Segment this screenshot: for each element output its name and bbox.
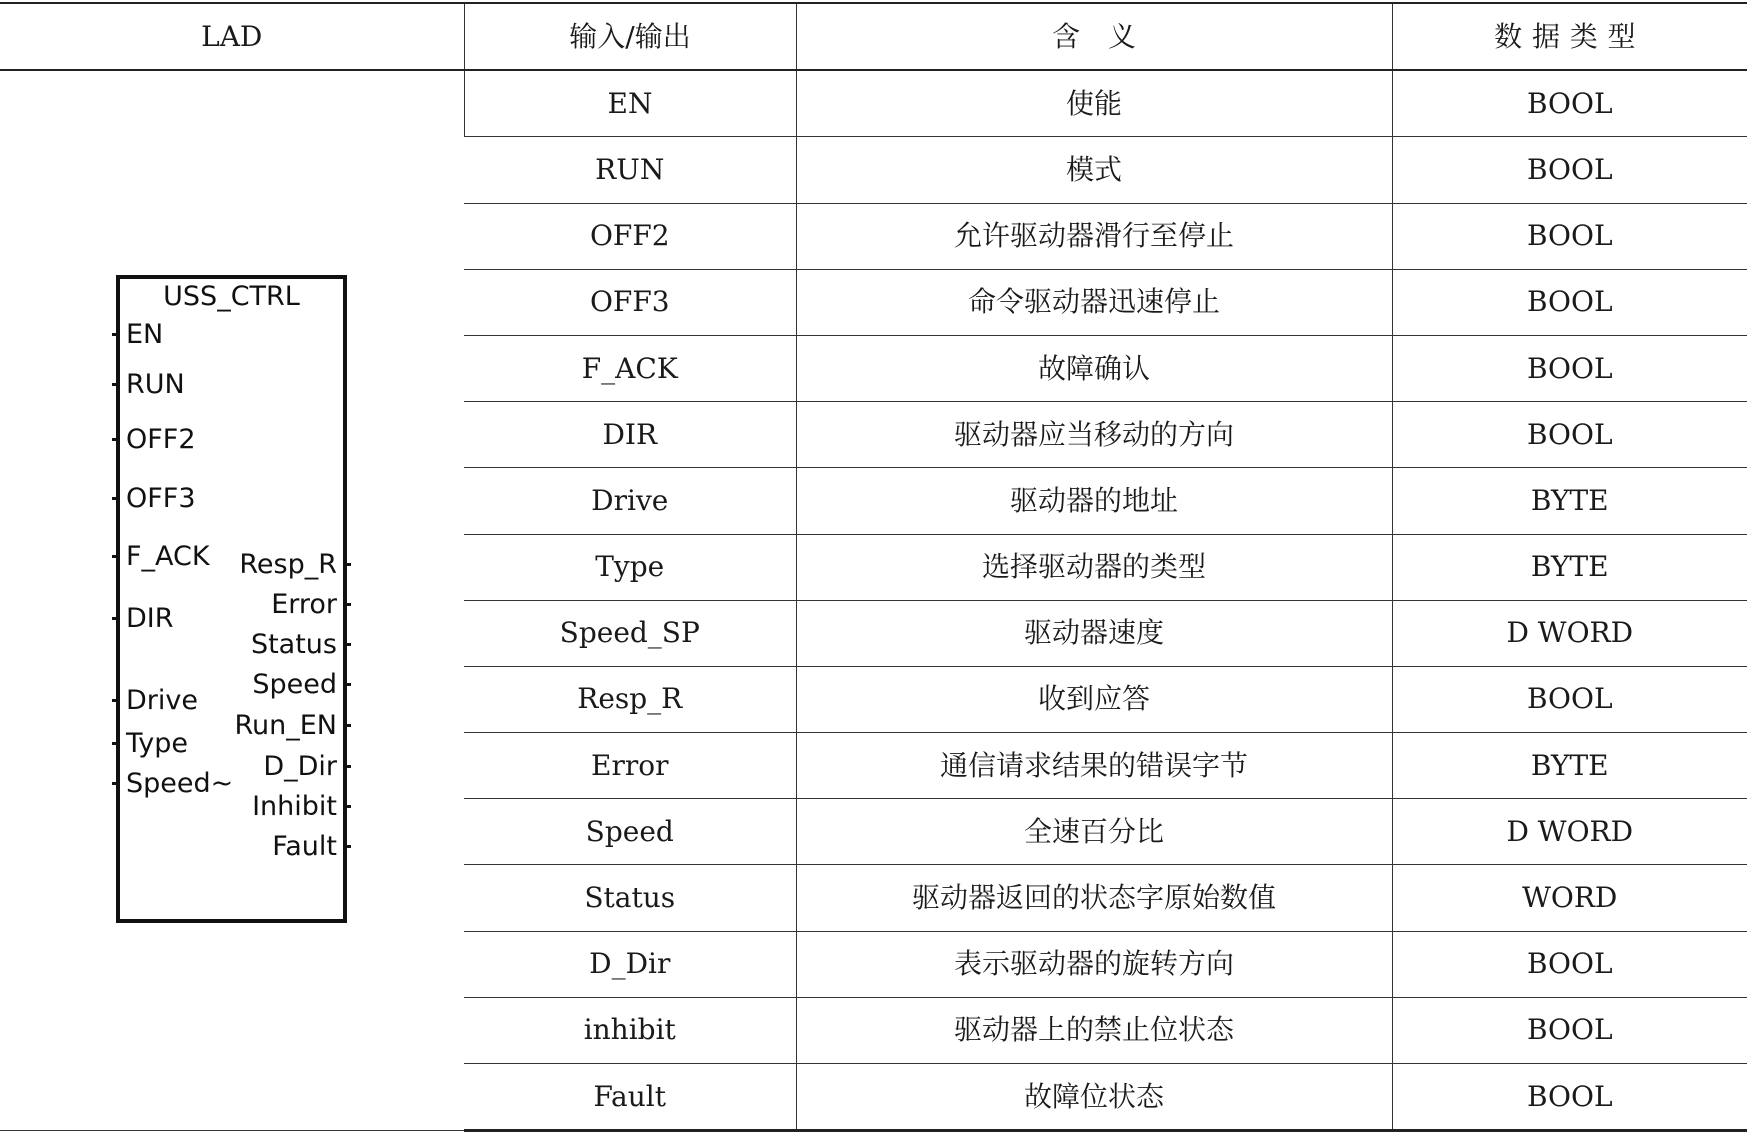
meaning-cell: 表示驱动器的旋转方向 [796, 931, 1392, 997]
meaning-cell: 驱动器应当移动的方向 [796, 402, 1392, 468]
meaning-cell: 驱动器的地址 [796, 468, 1392, 534]
meaning-cell: 模式 [796, 137, 1392, 203]
type-cell: BOOL [1392, 666, 1747, 732]
lad-output-pin: D_Dir [263, 751, 337, 783]
table-body [0, 70, 1747, 1131]
lad-input-pin: Type [126, 728, 189, 760]
type-cell: D WORD [1392, 600, 1747, 666]
lad-output-pin: Fault [272, 831, 337, 863]
io-cell: Type [464, 534, 796, 600]
io-cell: Speed [464, 799, 796, 865]
meaning-cell: 故障位状态 [796, 1064, 1392, 1131]
lad-output-pin: Speed [252, 669, 337, 701]
meaning-cell: 全速百分比 [796, 799, 1392, 865]
header-lad: LAD [0, 3, 464, 70]
lad-cell [0, 70, 464, 1131]
type-cell: BOOL [1392, 1064, 1747, 1131]
lad-output-pin: Error [271, 589, 337, 621]
header-type: 数据类型 [1392, 3, 1747, 70]
type-cell: BOOL [1392, 335, 1747, 401]
uss-ctrl-block [116, 275, 347, 923]
io-cell: Error [464, 733, 796, 799]
lad-block-title: USS_CTRL [163, 281, 300, 313]
meaning-cell: 通信请求结果的错误字节 [796, 733, 1392, 799]
meaning-cell: 驱动器速度 [796, 600, 1392, 666]
uss-ctrl-spec-table [0, 2, 1747, 1132]
io-cell: Speed_SP [464, 600, 796, 666]
io-cell: Fault [464, 1064, 796, 1131]
io-cell: inhibit [464, 997, 796, 1063]
meaning-cell: 选择驱动器的类型 [796, 534, 1392, 600]
meaning-cell: 驱动器上的禁止位状态 [796, 997, 1392, 1063]
type-cell: WORD [1392, 865, 1747, 931]
meaning-cell: 收到应答 [796, 666, 1392, 732]
type-cell: BOOL [1392, 997, 1747, 1063]
io-cell: D_Dir [464, 931, 796, 997]
lad-input-pin: EN [126, 319, 164, 351]
type-cell: D WORD [1392, 799, 1747, 865]
header-io: 输入/输出 [464, 3, 796, 70]
lad-output-pin: Inhibit [252, 791, 337, 823]
type-cell: BYTE [1392, 534, 1747, 600]
lad-input-pin: RUN [126, 369, 185, 401]
meaning-cell: 允许驱动器滑行至停止 [796, 203, 1392, 269]
header-meaning: 含 义 [796, 3, 1392, 70]
type-cell: BYTE [1392, 468, 1747, 534]
lad-input-pin: OFF2 [126, 424, 196, 456]
lad-input-pin: F_ACK [126, 541, 210, 573]
lad-input-pin: Speed~ [126, 768, 234, 800]
io-cell: Status [464, 865, 796, 931]
table-header-row [0, 3, 1747, 70]
io-cell: EN [464, 70, 796, 137]
meaning-cell: 使能 [796, 70, 1392, 137]
lad-output-pin: Resp_R [239, 549, 337, 581]
meaning-cell: 驱动器返回的状态字原始数值 [796, 865, 1392, 931]
lad-input-pin: OFF3 [126, 483, 196, 515]
io-cell: OFF3 [464, 269, 796, 335]
type-cell: BOOL [1392, 203, 1747, 269]
io-cell: DIR [464, 402, 796, 468]
meaning-cell: 故障确认 [796, 335, 1392, 401]
table-row [0, 70, 1747, 137]
meaning-cell: 命令驱动器迅速停止 [796, 269, 1392, 335]
io-cell: Drive [464, 468, 796, 534]
io-cell: F_ACK [464, 335, 796, 401]
type-cell: BOOL [1392, 402, 1747, 468]
io-cell: Resp_R [464, 666, 796, 732]
type-cell: BOOL [1392, 269, 1747, 335]
lad-input-pin: Drive [126, 685, 198, 717]
type-cell: BOOL [1392, 931, 1747, 997]
type-cell: BYTE [1392, 733, 1747, 799]
lad-output-pin: Run_EN [234, 710, 337, 742]
lad-output-pin: Status [250, 629, 337, 661]
io-cell: OFF2 [464, 203, 796, 269]
type-cell: BOOL [1392, 70, 1747, 137]
io-cell: RUN [464, 137, 796, 203]
lad-input-pin: DIR [126, 603, 174, 635]
type-cell: BOOL [1392, 137, 1747, 203]
